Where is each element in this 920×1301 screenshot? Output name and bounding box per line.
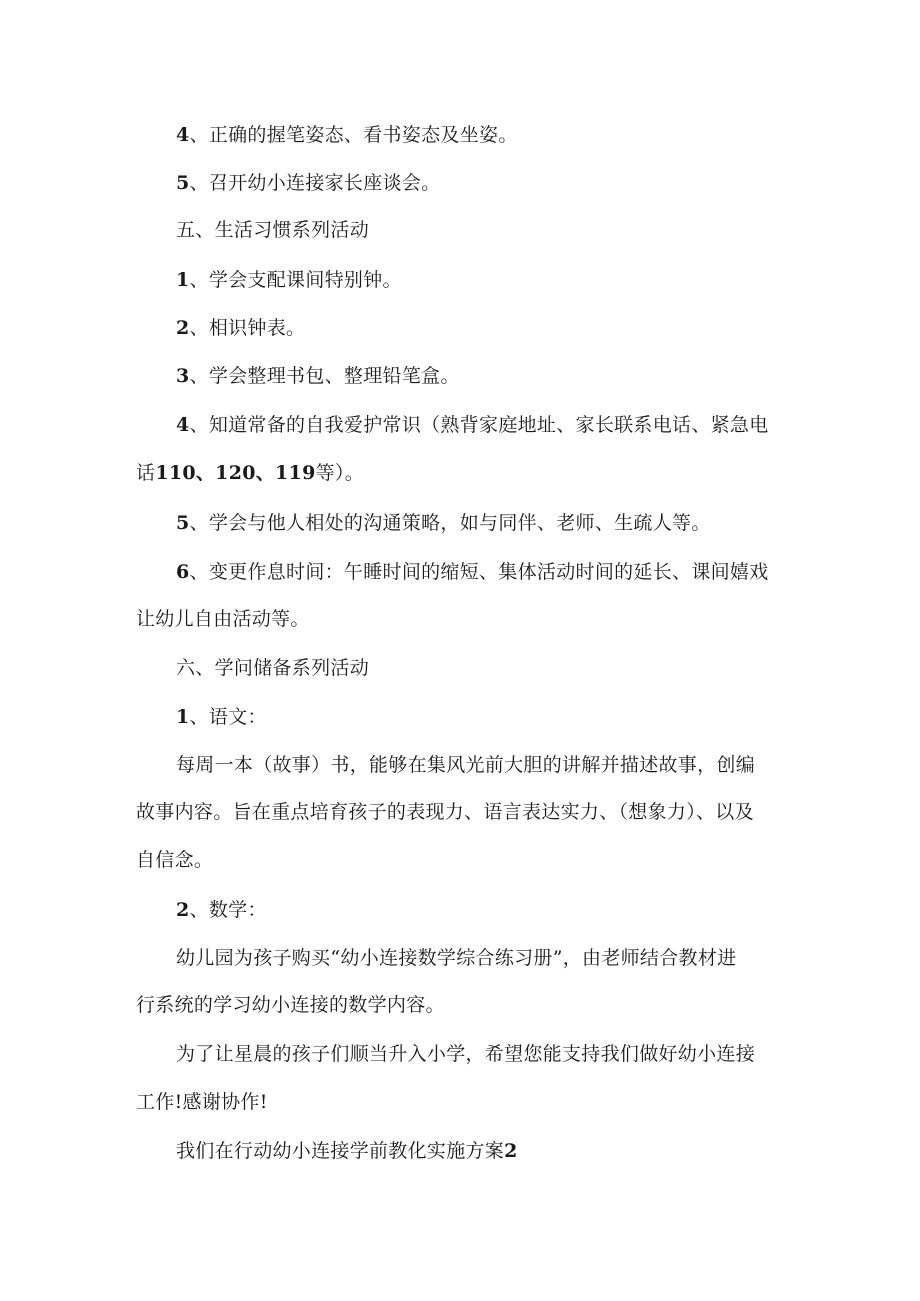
item-number: 2: [176, 899, 190, 921]
item-number: 1: [176, 706, 190, 728]
item-text: 、语文：: [189, 706, 267, 728]
paragraph-text: 为了让星晨的孩子们顺当升入小学，希望您能支持我们做好幼小连接: [176, 1043, 756, 1065]
paragraph-closing-line-1: [176, 1039, 796, 1069]
item-number: 5: [176, 512, 190, 534]
list-item-4-safety: [176, 410, 796, 440]
section-heading-6: [176, 653, 796, 683]
item-text: 、变更作息时间：午睡时间的缩短、集体活动时间的延长、课间嬉戏: [189, 561, 769, 583]
paragraph-text: 故事内容。旨在重点培育孩子的表现力、语言表达实力、（想象力）、以及: [136, 801, 754, 823]
item-number: 1: [176, 269, 190, 291]
list-item-4-safety-continued: [136, 458, 796, 488]
paragraph-chinese-line-2: [136, 797, 796, 827]
item-text: 、学会整理书包、整理铅笔盒。: [189, 365, 460, 387]
item-number: 4: [176, 414, 190, 436]
section-heading-5: [176, 215, 796, 245]
paragraph-text: 每周一本（故事）书，能够在集风光前大胆的讲解并描述故事，创编: [176, 754, 756, 776]
heading-text: 五、生活习惯系列活动: [176, 219, 370, 241]
item-text: 、学会与他人相处的沟通策略，如与同伴、老师、生疏人等。: [189, 512, 711, 534]
list-item-6-schedule: [176, 557, 796, 587]
list-item-1-chinese: [176, 702, 796, 732]
heading-text: 六、学问储备系列活动: [176, 657, 370, 679]
item-text: 等）。: [315, 462, 365, 484]
item-number: 5: [176, 172, 190, 194]
paragraph-text: 自信念。: [136, 849, 214, 871]
paragraph-math-line-2: [136, 990, 796, 1020]
item-text: 让幼儿自由活动等。: [136, 608, 310, 630]
list-item-1-break-time: [176, 265, 796, 295]
paragraph-text: 行系统的学习幼小连接的数学内容。: [136, 994, 445, 1016]
title-text: 我们在行动幼小连接学前教化实施方案: [176, 1140, 505, 1162]
item-text: 、正确的握笔姿态、看书姿态及坐姿。: [189, 124, 518, 146]
paragraph-chinese-line-3: [136, 845, 796, 875]
list-item-3-schoolbag: [176, 361, 796, 391]
list-item-5-parent-meeting: [176, 168, 796, 198]
item-number: 3: [176, 365, 190, 387]
item-number: 4: [176, 124, 190, 146]
paragraph-text: 工作!感谢协作!: [136, 1091, 268, 1113]
emergency-numbers: 110、120、119: [155, 462, 316, 484]
item-number: 6: [176, 561, 190, 583]
list-item-4-posture: [176, 120, 796, 150]
paragraph-chinese-line-1: [176, 750, 796, 780]
list-item-5-social: [176, 508, 796, 538]
list-item-2-math: [176, 895, 796, 925]
item-number: 2: [176, 317, 190, 339]
item-text: 、召开幼小连接家长座谈会。: [189, 172, 441, 194]
paragraph-closing-line-2: [136, 1087, 796, 1117]
list-item-6-schedule-continued: [136, 604, 796, 634]
paragraph-text: 幼儿园为孩子购买“幼小连接数学综合练习册”，由老师结合教材进: [176, 947, 737, 969]
paragraph-math-line-1: [176, 943, 796, 973]
item-text: 、数学：: [189, 899, 267, 921]
item-text: 、学会支配课间特别钟。: [189, 269, 402, 291]
item-text: 、知道常备的自我爱护常识（熟背家庭地址、家长联系电话、紧急电: [189, 414, 769, 436]
item-text: 、相识钟表。: [189, 317, 306, 339]
title-number: 2: [504, 1140, 518, 1162]
list-item-2-clock: [176, 313, 796, 343]
item-text-prefix: 话: [136, 462, 156, 484]
next-section-title: [176, 1136, 796, 1166]
